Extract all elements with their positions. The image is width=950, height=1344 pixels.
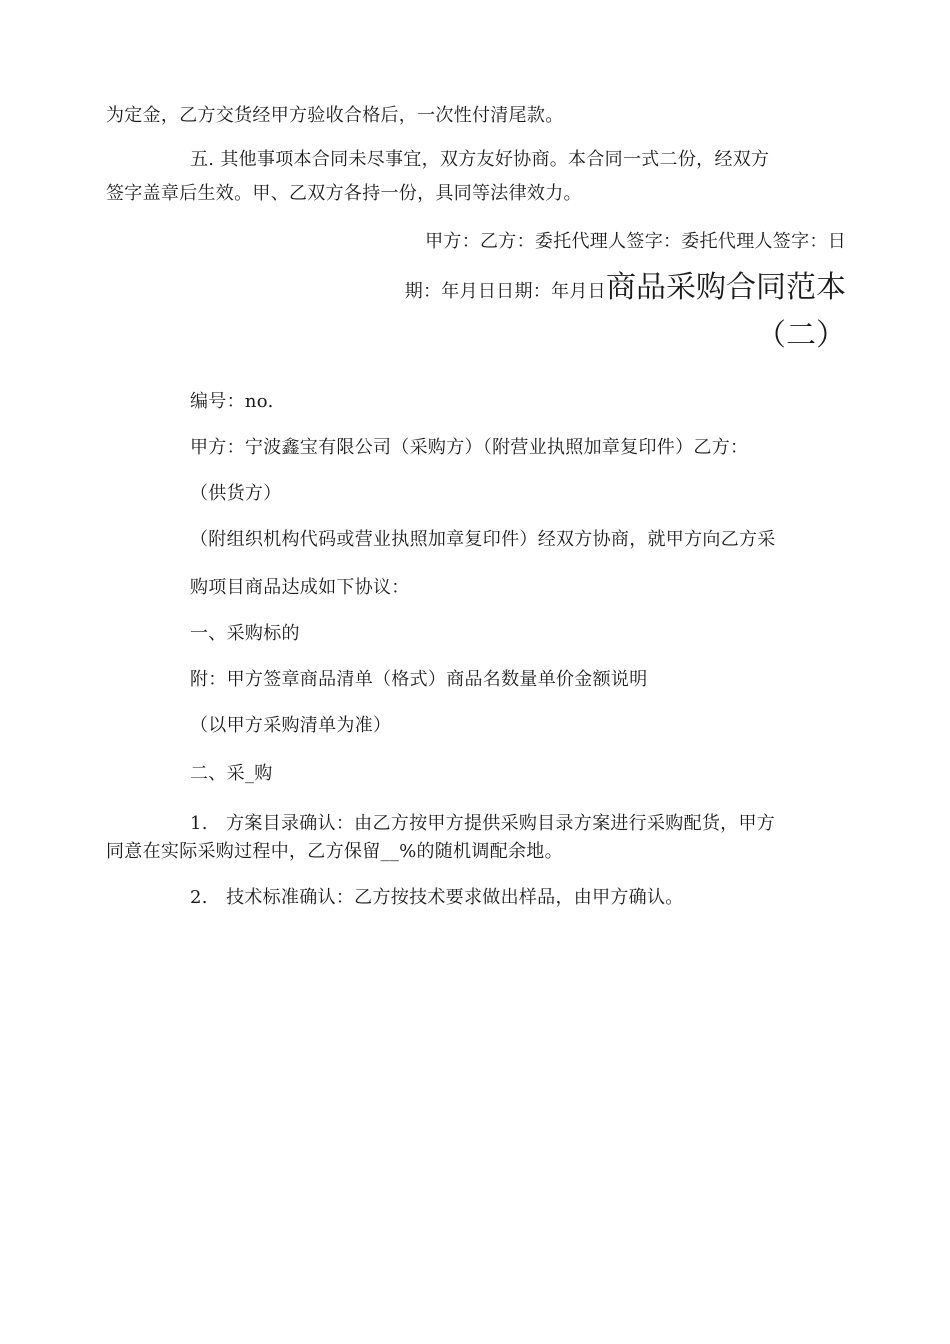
contract-number: 编号：no. [190,391,274,412]
paragraph-line: 签字盖章后生效。甲、乙双方各持一份，具同等法律效力。 [106,183,582,204]
section-heading: 一、采购标的 [190,623,300,644]
heading-line [405,270,846,306]
document-subtitle: （二） [756,318,846,353]
party-a-line: 甲方：宁波鑫宝有限公司（采购方）（附营业执照加章复印件）乙方： [190,437,749,458]
paragraph-line: 购项目商品达成如下协议： [190,577,410,598]
list-item: 1. 方案目录确认：由乙方按甲方提供采购目录方案进行采购配货，甲方 [190,813,776,834]
signature-line: 甲方：乙方：委托代理人签字：委托代理人签字：日 [425,231,846,252]
paragraph-line: 同意在实际采购过程中，乙方保留__%的随机调配余地。 [106,841,563,862]
date-line: 期：年月日日期：年月日 [404,281,606,302]
paragraph-line: （附组织机构代码或营业执照加章复印件）经双方协商，就甲方向乙方采 [190,529,776,550]
party-b-line: （供货方） [190,483,282,504]
paragraph-line: （以甲方采购清单为准） [190,715,392,736]
paragraph-line: 为定金，乙方交货经甲方验收合格后，一次性付清尾款。 [106,105,564,126]
paragraph-line: 五. 其他事项本合同未尽事宜，双方友好协商。本合同一式二份，经双方 [190,149,770,170]
list-item: 2. 技术标准确认：乙方按技术要求做出样品，由甲方确认。 [190,887,684,908]
paragraph-line: 附：甲方签章商品清单（格式）商品名数量单价金额说明 [190,669,648,690]
document-title: 商品采购合同范本 [606,270,846,305]
section-heading: 二、采_购 [190,763,273,784]
